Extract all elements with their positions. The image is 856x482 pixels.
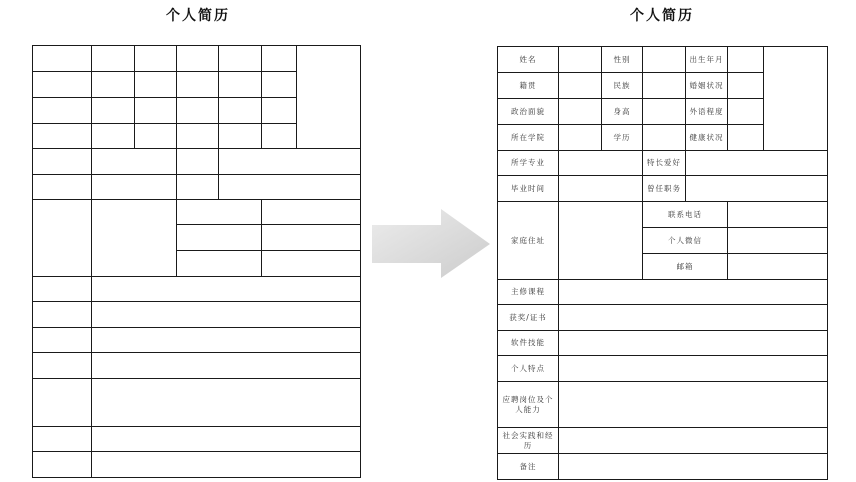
height-value-cell <box>643 99 686 125</box>
empty-cell <box>177 98 219 124</box>
empty-cell <box>33 277 92 302</box>
table-row <box>33 46 361 72</box>
education-label: 学历 <box>602 125 643 151</box>
table-row <box>33 200 361 225</box>
table-row <box>498 47 828 73</box>
empty-cell <box>33 452 92 478</box>
empty-cell <box>262 46 297 72</box>
empty-cell <box>33 328 92 353</box>
college-label: 所在学院 <box>498 125 559 151</box>
empty-cell <box>219 98 262 124</box>
birth-date-value-cell <box>728 47 764 73</box>
empty-photo-cell <box>297 46 361 149</box>
birth-date-label: 出生年月 <box>686 47 728 73</box>
empty-cell <box>33 427 92 452</box>
empty-cell <box>33 46 92 72</box>
empty-cell <box>92 124 135 149</box>
table-row <box>498 176 828 202</box>
empty-cell <box>135 124 177 149</box>
health-value-cell <box>728 125 764 151</box>
photo-cell <box>764 47 828 151</box>
empty-cell <box>135 98 177 124</box>
college-value-cell <box>559 125 602 151</box>
table-row <box>33 452 361 478</box>
remarks-value-cell <box>559 454 828 480</box>
social-practice-value-cell <box>559 428 828 454</box>
social-practice-label: 社会实践和经历 <box>498 428 559 454</box>
native-place-label: 籍贯 <box>498 73 559 99</box>
empty-cell <box>92 427 361 452</box>
empty-cell <box>92 149 177 175</box>
main-courses-label: 主修课程 <box>498 280 559 305</box>
table-row <box>33 379 361 427</box>
position-and-ability-value-cell <box>559 382 828 428</box>
foreign-language-label: 外语程度 <box>686 99 728 125</box>
empty-cell <box>262 225 361 251</box>
empty-cell <box>33 175 92 200</box>
hobbies-label: 特长爱好 <box>643 151 686 176</box>
foreign-language-value-cell <box>728 99 764 125</box>
empty-cell <box>177 124 219 149</box>
awards-label: 获奖/证书 <box>498 305 559 331</box>
positions-held-label: 曾任职务 <box>643 176 686 202</box>
software-skills-label: 软件技能 <box>498 331 559 356</box>
ethnicity-label: 民族 <box>602 73 643 99</box>
table-row <box>33 302 361 328</box>
blank-resume-title: 个人简历 <box>166 8 230 24</box>
native-place-value-cell <box>559 73 602 99</box>
gender-value-cell <box>643 47 686 73</box>
awards-value-cell <box>559 305 828 331</box>
empty-cell <box>33 379 92 427</box>
table-row <box>498 151 828 176</box>
empty-cell <box>92 328 361 353</box>
home-address-value-cell <box>559 202 643 280</box>
empty-cell <box>33 98 92 124</box>
software-skills-value-cell <box>559 331 828 356</box>
wechat-value-cell <box>728 228 828 254</box>
graduation-date-label: 毕业时间 <box>498 176 559 202</box>
major-label: 所学专业 <box>498 151 559 176</box>
empty-cell <box>262 72 297 98</box>
labeled-resume-table <box>497 46 828 480</box>
empty-cell <box>135 72 177 98</box>
empty-cell <box>92 98 135 124</box>
empty-cell <box>92 46 135 72</box>
marital-status-value-cell <box>728 73 764 99</box>
health-label: 健康状况 <box>686 125 728 151</box>
table-row <box>33 175 361 200</box>
phone-value-cell <box>728 202 828 228</box>
empty-cell <box>219 175 361 200</box>
table-row <box>498 428 828 454</box>
name-label: 姓名 <box>498 47 559 73</box>
empty-cell <box>33 302 92 328</box>
empty-cell <box>262 251 361 277</box>
major-value-cell <box>559 151 643 176</box>
empty-cell <box>219 124 262 149</box>
hobbies-value-cell <box>686 151 828 176</box>
empty-cell <box>92 175 177 200</box>
email-label: 邮箱 <box>643 254 728 280</box>
empty-cell <box>92 379 361 427</box>
empty-cell <box>177 175 219 200</box>
right-arrow-icon <box>370 205 494 281</box>
empty-cell <box>219 72 262 98</box>
position-and-ability-label: 应聘岗位及个人能力 <box>498 382 559 428</box>
empty-cell <box>33 124 92 149</box>
graduation-date-value-cell <box>559 176 643 202</box>
table-row <box>498 382 828 428</box>
table-row <box>498 280 828 305</box>
empty-cell <box>92 452 361 478</box>
table-row <box>498 356 828 382</box>
height-label: 身高 <box>602 99 643 125</box>
political-status-value-cell <box>559 99 602 125</box>
empty-cell <box>33 353 92 379</box>
empty-cell <box>262 98 297 124</box>
table-row <box>33 353 361 379</box>
empty-cell <box>219 149 361 175</box>
empty-cell <box>177 225 262 251</box>
name-value-cell <box>559 47 602 73</box>
empty-cell <box>177 72 219 98</box>
empty-cell <box>177 46 219 72</box>
empty-cell <box>92 200 177 277</box>
empty-cell <box>219 46 262 72</box>
home-address-label: 家庭住址 <box>498 202 559 280</box>
table-row <box>33 277 361 302</box>
empty-cell <box>135 46 177 72</box>
empty-cell <box>262 200 361 225</box>
positions-held-value-cell <box>686 176 828 202</box>
email-value-cell <box>728 254 828 280</box>
empty-cell <box>33 149 92 175</box>
remarks-label: 备注 <box>498 454 559 480</box>
education-value-cell <box>643 125 686 151</box>
empty-cell <box>92 277 361 302</box>
table-row <box>498 305 828 331</box>
labeled-resume-title: 个人简历 <box>630 8 694 24</box>
empty-cell <box>33 72 92 98</box>
table-row <box>498 202 828 228</box>
empty-cell <box>177 149 219 175</box>
marital-status-label: 婚姻状况 <box>686 73 728 99</box>
gender-label: 性别 <box>602 47 643 73</box>
empty-cell <box>92 353 361 379</box>
personal-traits-value-cell <box>559 356 828 382</box>
empty-cell <box>33 200 92 277</box>
table-row <box>33 149 361 175</box>
empty-cell <box>92 302 361 328</box>
political-status-label: 政治面貌 <box>498 99 559 125</box>
empty-cell <box>177 251 262 277</box>
blank-resume-table <box>32 45 361 478</box>
wechat-label: 个人微信 <box>643 228 728 254</box>
table-row <box>498 454 828 480</box>
personal-traits-label: 个人特点 <box>498 356 559 382</box>
empty-cell <box>262 124 297 149</box>
arrow-shape <box>372 209 490 278</box>
ethnicity-value-cell <box>643 73 686 99</box>
table-row <box>33 427 361 452</box>
phone-label: 联系电话 <box>643 202 728 228</box>
main-courses-value-cell <box>559 280 828 305</box>
empty-cell <box>92 72 135 98</box>
empty-cell <box>177 200 262 225</box>
table-row <box>33 328 361 353</box>
table-row <box>498 331 828 356</box>
